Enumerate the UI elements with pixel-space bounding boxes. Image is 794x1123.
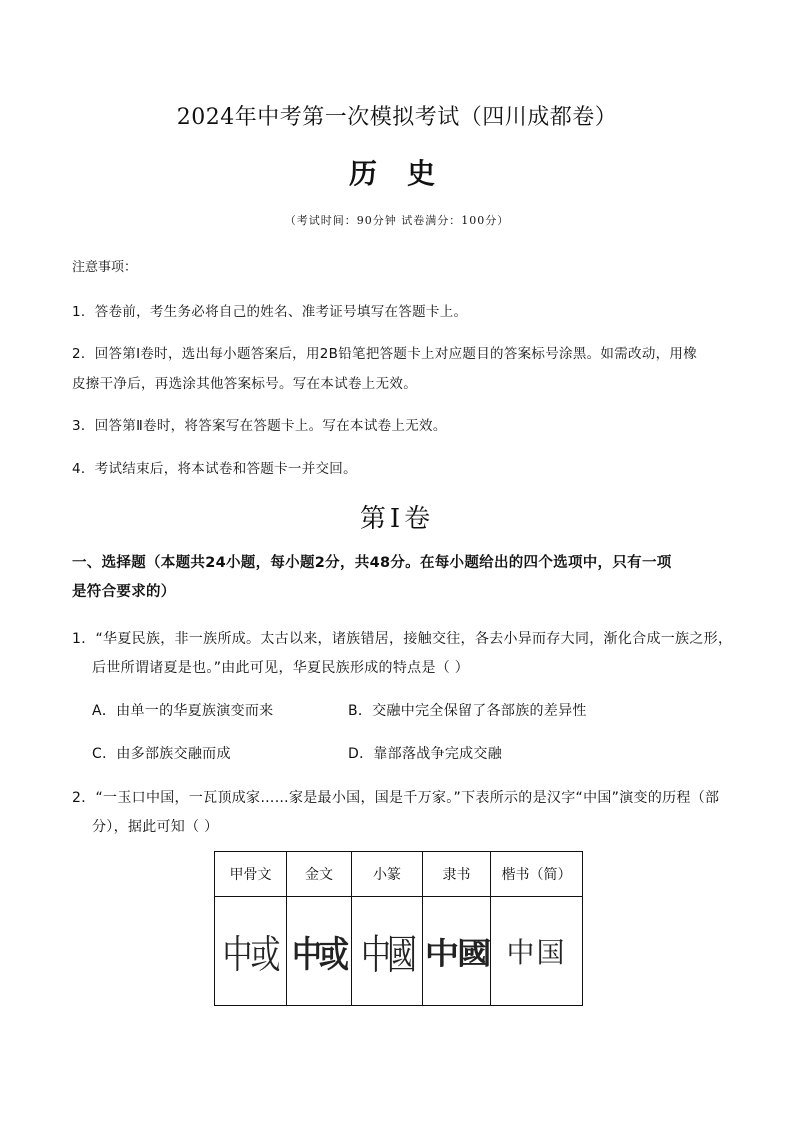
- note-item-3: 3．回答第Ⅱ卷时，将答案写在答题卡上。写在本试卷上无效。: [72, 418, 447, 434]
- glyph-clerical-cell: [423, 897, 491, 1006]
- question-1-option-a[interactable]: A．由单一的华夏族演变而来: [92, 703, 274, 719]
- note-item-2-cont: 皮擦干净后，再选涂其他答案标号。写在本试卷上无效。: [72, 376, 417, 392]
- section-instructions: 一、选择题（本题共24小题，每小题2分，共48分。在每小题给出的四个选项中，只有一项: [72, 555, 672, 571]
- question-1-option-b[interactable]: B．交融中完全保留了各部族的差异性: [348, 703, 587, 719]
- section-title: 第Ⅰ卷: [359, 504, 435, 534]
- glyph-bronze-cell: [287, 897, 352, 1006]
- glyph-regular-script: 中国: [506, 936, 567, 969]
- glyph-clerical: 中國: [424, 937, 489, 972]
- header-oracle-bone: 甲骨文: [215, 852, 287, 897]
- note-item-1: 1．答卷前，考生务必将自己的姓名、准考证号填写在答题卡上。: [72, 304, 468, 320]
- header-regular-script: 楷书（简）: [491, 852, 583, 897]
- notes-title: 注意事项：: [72, 260, 138, 275]
- header-small-seal: 小篆: [352, 852, 423, 897]
- table-glyph-row: [215, 897, 583, 1006]
- question-1-option-c[interactable]: C．由多部族交融而成: [92, 746, 231, 762]
- header-clerical: 隶书: [423, 852, 491, 897]
- glyph-regular-script-cell: [491, 897, 583, 1006]
- section-instructions-cont: 是符合要求的）: [72, 584, 176, 600]
- note-item-4: 4．考试结束后，将本试卷和答题卡一并交回。: [72, 461, 357, 477]
- exam-title: 2024年中考第一次模拟考试（四川成都卷）: [176, 105, 618, 130]
- subject-title: 历史: [348, 157, 465, 190]
- glyph-small-seal: 中國: [361, 932, 413, 980]
- glyph-bronze: 中或: [292, 934, 346, 977]
- question-1-stem: 1．“华夏民族，非一族所成。太古以来，诸族错居，接触交往，各去小异而存大同，渐化合成一族之形，: [72, 631, 733, 647]
- question-2-stem: 2．“一玉口中国，一瓦顶成家……家是最小国，国是千万家。”下表所示的是汉字“中国”演变的历程（部: [72, 790, 720, 806]
- question-1-stem-cont: 后世所谓诸夏是也。”由此可见，华夏民族形成的特点是（ ）: [92, 660, 470, 676]
- question-1-option-d[interactable]: D．靠部落战争完成交融: [348, 746, 503, 762]
- character-evolution-table: [214, 851, 583, 1006]
- question-2-stem-cont: 分），据此可知（ ）: [92, 819, 219, 835]
- header-bronze: 金文: [287, 852, 352, 897]
- note-item-2: 2．回答第Ⅰ卷时，选出每小题答案后，用2B铅笔把答题卡上对应题目的答案标号涂黑。如需改动，用橡: [72, 346, 698, 362]
- glyph-oracle-bone-cell: [215, 897, 287, 1006]
- glyph-oracle-bone: 中或: [222, 932, 279, 979]
- exam-info: （考试时间：90分钟 试卷满分：100分）: [284, 214, 510, 227]
- table-header-row: [215, 852, 583, 897]
- glyph-small-seal-cell: [352, 897, 423, 1006]
